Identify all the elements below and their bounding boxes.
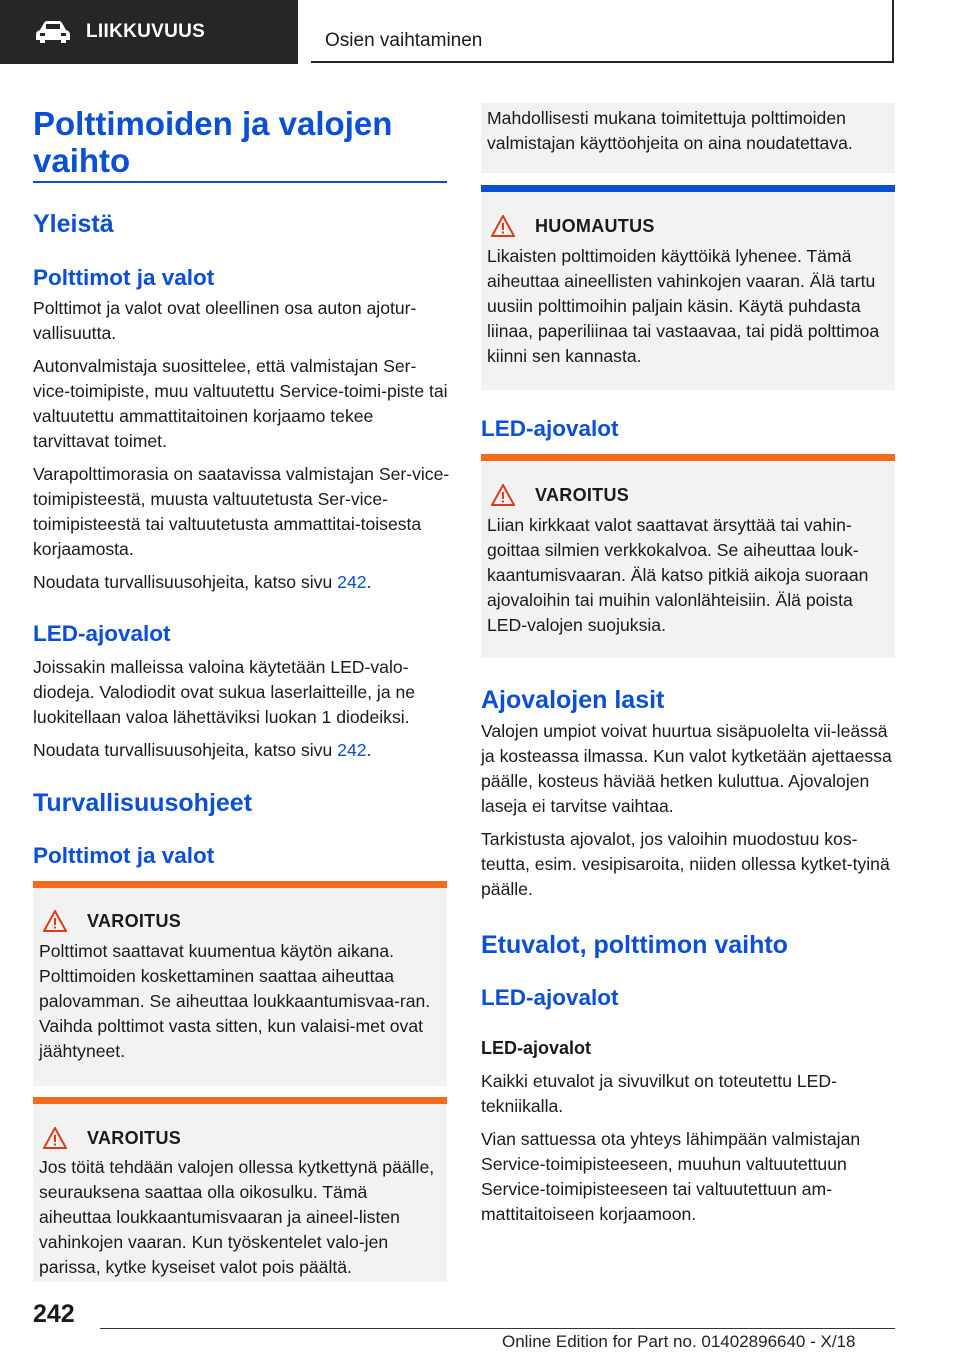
warning-body: Jos töitä tehdään valojen ollessa kytkettynä päälle, seurauksena saattaa olla oikosulku. Tämä aiheuttaa loukkaantumisvaaran ja aineel-listen vahinkojen vaaran. Kun työskentelet valo-jen parissa, kytke kyseiset valot pois päältä. [39, 1157, 435, 1277]
warning-box [33, 881, 447, 1086]
car-icon [34, 20, 72, 44]
heading-polttimot-ja-valot: Polttimot ja valot [33, 265, 215, 290]
heading-led-ajovalot: LED-ajovalot [481, 416, 619, 441]
paragraph: Joissakin malleissa valoina käytetään LED-valo-diodeja. Valodiodit ovat sukua laserlaitteille, ja ne luokitellaan valoa lähettäviksi luokan 1 diodeiksi. [33, 657, 416, 727]
paragraph: Varapolttimorasia on saatavissa valmistajan Ser-vice-toimipisteestä, muusta valtuutetusta Ser-vice-toimipisteestä tai valtuutetusta ammattitai-toisesta korjaamosta. [33, 464, 450, 559]
heading-turvallisuusohjeet: Turvallisuusohjeet [33, 789, 253, 817]
warning-title [43, 910, 181, 932]
warning-title-text: VAROITUS [535, 484, 630, 505]
continued-note-box [481, 103, 895, 173]
general-text-block [33, 296, 451, 595]
page-title-line2: vaihto [33, 142, 131, 179]
paragraph: Tarkistusta ajovalot, jos valoihin muodostuu kos-teutta, esim. vesipisaroita, niiden ollessa kytket-tyinä päälle. [481, 829, 890, 899]
paragraph: Vian sattuessa ota yhteys lähimpään valmistajan Service-toimipisteeseen, muuhun valtuutettuun Service-toimipisteeseen tai valtuutettuun am-mattitaitoiseen korjaamoon. [481, 1129, 861, 1224]
warning-box [33, 1097, 447, 1282]
chapter-title: Osien vaihtaminen [325, 30, 483, 51]
note-body: Mahdollisesti mukana toimitettuja polttimoiden valmistajan käyttöohjeita on aina noudatettava. [487, 108, 853, 153]
warning-bar [33, 1097, 447, 1104]
section-tab [0, 0, 298, 64]
notice-bar [481, 185, 895, 192]
paragraph [33, 570, 451, 595]
heading-yleista: Yleistä [33, 210, 114, 238]
heading-led-ajovalot: LED-ajovalot [33, 621, 171, 646]
paragraph-text: Noudata turvallisuusohjeita, katso sivu [33, 740, 338, 760]
warning-title-text: VAROITUS [87, 1127, 182, 1148]
page-title-line1: Polttimoiden ja valojen [33, 105, 393, 142]
page-number: 242 [33, 1300, 75, 1328]
footer-divider [100, 1328, 895, 1329]
led-text-block [33, 655, 451, 763]
heading-etuvalot: Etuvalot, polttimon vaihto [481, 931, 788, 959]
warning-triangle-icon [491, 484, 515, 506]
warning-body: Liian kirkkaat valot saattavat ärsyttää tai vahin-goittaa silmien verkkokalvoa. Se aiheuttaa louk-kaantumisvaaran. Älä katso pitkiä aikoja suoraan ajovaloihin tai muihin valonlähteisiin. Älä poista LED-valojen suojuksia. [487, 515, 869, 635]
page-link[interactable]: 242 [337, 572, 367, 592]
notice-title-text: HUOMAUTUS [535, 215, 655, 236]
heading-led-ajovalot: LED-ajovalot [481, 985, 619, 1010]
paragraph: Polttimot ja valot ovat oleellinen osa auton ajotur-vallisuutta. [33, 298, 417, 343]
warning-bar [33, 881, 447, 888]
warning-body: Polttimot saattavat kuumentua käytön aikana. Polttimoiden koskettaminen saattaa aiheuttaa palovamman. Se aiheuttaa loukkaantumisvaa-ran. Vaihda polttimot vasta sitten, kun valaisi-met ovat jäähtyneet. [39, 941, 431, 1061]
section-label: LIIKKUVUUS [86, 21, 206, 42]
paragraph: Kaikki etuvalot ja sivuvilkut on toteutettu LED-tekniikalla. [481, 1071, 837, 1116]
heading-polttimot-ja-valot: Polttimot ja valot [33, 843, 215, 868]
page-title [33, 105, 447, 179]
title-underline [33, 181, 447, 183]
warning-triangle-icon [43, 910, 67, 932]
notice-title [491, 215, 655, 237]
warning-box [481, 454, 895, 658]
chapter-header [311, 0, 894, 63]
warning-bar [481, 454, 895, 461]
paragraph: Valojen umpiot voivat huurtua sisäpuolelta vii-leässä ja kosteassa ilmassa. Kun valot kytketään ajettaessa päälle, kosteus häviää hetken kuluttua. Ajovalojen laseja ei tarvitse vaihtaa. [481, 721, 892, 816]
paragraph-end: . [366, 740, 372, 760]
warning-title [43, 1127, 181, 1149]
notice-body: Likaisten polttimoiden käyttöikä lyhenee. Tämä aiheuttaa aineellisten vahinkojen vaaran. Älä tartu uusiin polttimoihin paljain käsin. Käytä puhdasta liinaa, paperiliinaa tai vastaavaa, tai pidä polttimoa kiinni sen kannasta. [487, 246, 880, 366]
edition-note: Online Edition for Part no. 01402896640 - X/18 [502, 1332, 856, 1351]
subheading-led-ajovalot: LED-ajovalot [481, 1038, 592, 1058]
lasit-text-block [481, 719, 895, 902]
paragraph [33, 738, 451, 763]
heading-ajovalojen-lasit: Ajovalojen lasit [481, 686, 665, 714]
paragraph-text: Noudata turvallisuusohjeita, katso sivu [33, 572, 338, 592]
notice-box [481, 185, 895, 390]
paragraph: Autonvalmistaja suosittelee, että valmistajan Ser-vice-toimipiste, muu valtuutettu Service-toimi-piste tai valtuutettu ammattitaitoinen korjaamo tekee tarvittavat toimet. [33, 356, 448, 451]
page-link[interactable]: 242 [337, 740, 367, 760]
etuvalot-text-block [481, 1069, 895, 1227]
warning-title-text: VAROITUS [87, 910, 182, 931]
warning-title [491, 484, 629, 506]
paragraph-end: . [366, 572, 372, 592]
warning-triangle-icon [43, 1127, 67, 1149]
warning-triangle-icon [491, 215, 515, 237]
